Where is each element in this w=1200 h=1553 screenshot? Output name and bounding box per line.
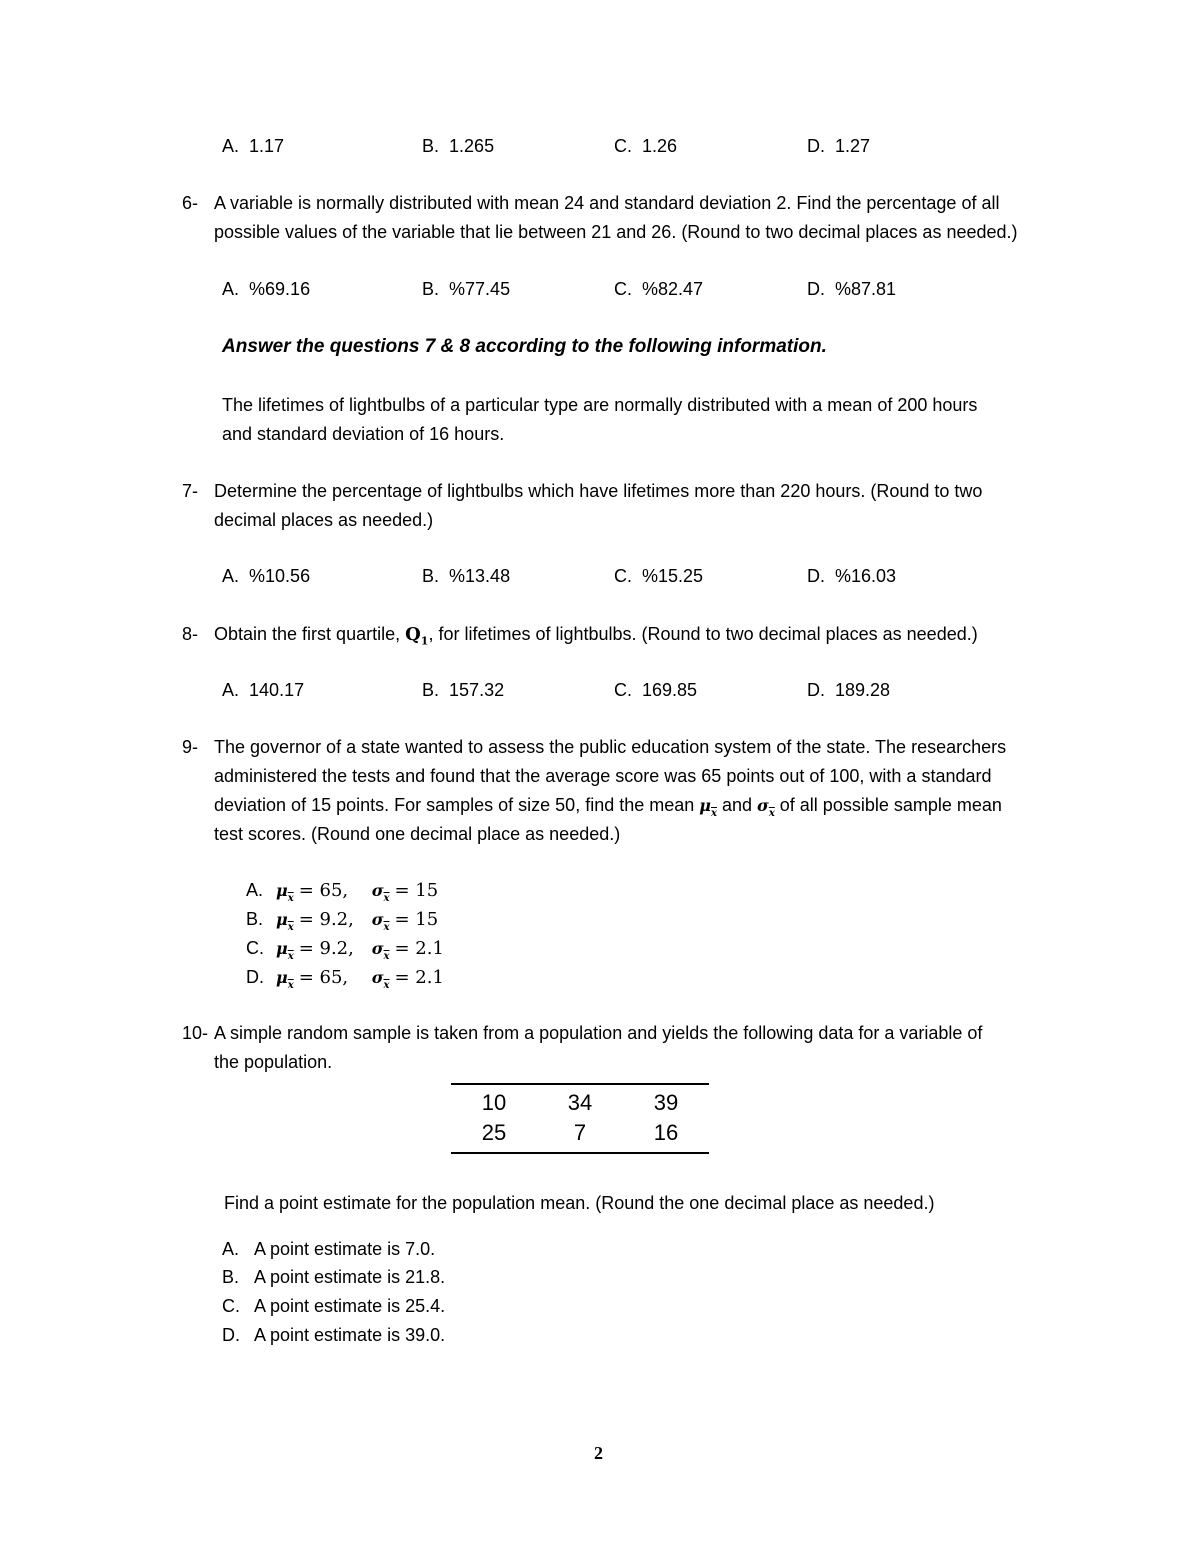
question-text-line: Determine the percentage of lightbulbs which have lifetimes more than 220 hours. (Round to two xyxy=(214,481,983,501)
question-text-line xyxy=(214,624,978,648)
q5-option-b[interactable] xyxy=(422,136,494,157)
mu-xbar-symbol xyxy=(699,796,717,819)
question-text-line: possible values of the variable that lie between 21 and 26. (Round to two decimal places as needed.) xyxy=(214,222,1018,242)
option-letter: C. xyxy=(614,136,632,156)
sigma-xbar-symbol xyxy=(371,881,390,904)
page-number: 2 xyxy=(594,1443,603,1463)
option-letter: B. xyxy=(422,279,440,299)
option-letter: B. xyxy=(422,136,440,156)
question-text-line: the population. xyxy=(214,1052,333,1072)
table-row xyxy=(451,1088,709,1118)
question-text: , for lifetimes of lightbulbs. (Round to two decimal places as needed.) xyxy=(428,624,978,644)
info-heading: Answer the questions 7 & 8 according to the following information. xyxy=(222,336,827,357)
q10-option-b[interactable] xyxy=(222,1267,445,1288)
xbar-subscript: x xyxy=(768,808,775,819)
question-text-line: test scores. (Round one decimal place as needed.) xyxy=(214,824,621,844)
option-letter: C. xyxy=(614,279,632,299)
q6-option-d[interactable] xyxy=(807,279,896,300)
q10-option-c[interactable] xyxy=(222,1296,445,1317)
xbar-subscript: x xyxy=(287,951,294,962)
option-letter: A. xyxy=(246,880,264,900)
data-table xyxy=(451,1088,709,1148)
table-cell: 16 xyxy=(653,1120,679,1145)
q5-option-c[interactable] xyxy=(614,136,677,157)
mu-value: = 9.2, xyxy=(298,909,354,930)
q8-option-c[interactable] xyxy=(614,680,697,701)
option-letter: A. xyxy=(222,279,240,299)
q6-option-c[interactable] xyxy=(614,279,703,300)
question-text-line: A simple random sample is taken from a population and yields the following data for a variable of xyxy=(214,1023,983,1043)
mu-xbar-symbol xyxy=(276,910,294,933)
q5-option-d[interactable] xyxy=(807,136,870,157)
sigma-value: = 15 xyxy=(394,880,439,901)
option-letter: A. xyxy=(222,1239,240,1259)
option-letter: C. xyxy=(614,680,632,700)
q-letter: Q xyxy=(405,624,421,645)
table-top-rule xyxy=(451,1083,709,1085)
mu-xbar-symbol xyxy=(276,968,294,991)
question-text-line: administered the tests and found that the average score was 65 points out of 100, with a standard xyxy=(214,766,992,786)
mu-value: = 9.2, xyxy=(298,938,354,959)
table-cell: 34 xyxy=(567,1090,593,1115)
xbar-subscript: x xyxy=(287,922,294,933)
option-letter: D. xyxy=(807,279,825,299)
option-text: A point estimate is 25.4. xyxy=(254,1296,446,1316)
xbar-subscript: x xyxy=(383,922,390,933)
question-number: 8- xyxy=(182,624,199,644)
q6-option-b[interactable] xyxy=(422,279,510,300)
mu-letter: μ xyxy=(699,796,711,815)
q7-option-d[interactable] xyxy=(807,566,896,587)
sigma-letter: σ xyxy=(371,939,384,958)
mu-value: = 65, xyxy=(298,967,349,988)
info-text-line: and standard deviation of 16 hours. xyxy=(222,424,505,444)
q7-option-b[interactable] xyxy=(422,566,510,587)
info-text-line: The lifetimes of lightbulbs of a particular type are normally distributed with a mean of 200 hours xyxy=(222,395,978,415)
question-number: 10- xyxy=(182,1023,209,1043)
option-text: A point estimate is 39.0. xyxy=(254,1325,446,1345)
xbar-subscript: x xyxy=(383,951,390,962)
q10-option-a[interactable] xyxy=(222,1239,435,1260)
question-number: 7- xyxy=(182,481,199,501)
option-letter: D. xyxy=(807,136,825,156)
mu-value: = 65, xyxy=(298,880,349,901)
xbar-subscript: x xyxy=(711,808,717,819)
option-letter: D. xyxy=(807,566,825,586)
sigma-letter: σ xyxy=(757,796,769,815)
option-letter: C. xyxy=(614,566,632,586)
question-text: and xyxy=(716,795,758,815)
option-letter: C. xyxy=(246,938,264,958)
option-letter: B. xyxy=(222,1267,240,1287)
option-text: 140.17 xyxy=(249,680,305,700)
option-text: %10.56 xyxy=(249,566,311,586)
option-letter: B. xyxy=(422,566,440,586)
option-text: A point estimate is 21.8. xyxy=(254,1267,446,1287)
mu-letter: μ xyxy=(276,939,288,958)
q9-option-a[interactable] xyxy=(246,880,438,904)
mu-xbar-symbol xyxy=(276,881,294,904)
question-text: deviation of 15 points. For samples of size 50, find the mean xyxy=(214,795,700,815)
q7-option-c[interactable] xyxy=(614,566,703,587)
sigma-letter: σ xyxy=(371,910,384,929)
option-text: %15.25 xyxy=(642,566,704,586)
option-text: %16.03 xyxy=(835,566,897,586)
q6-option-a[interactable] xyxy=(222,279,310,300)
option-text: 1.27 xyxy=(835,136,871,156)
option-text: 157.32 xyxy=(449,680,505,700)
question-text: Obtain the first quartile, xyxy=(214,624,406,644)
sigma-letter: σ xyxy=(371,881,384,900)
option-letter: B. xyxy=(246,909,264,929)
question-text-line: A variable is normally distributed with mean 24 and standard deviation 2. Find the percentage of all xyxy=(214,193,1000,213)
mu-letter: μ xyxy=(276,881,288,900)
mu-xbar-symbol xyxy=(276,939,294,962)
table-cell: 25 xyxy=(481,1120,507,1145)
option-letter: D. xyxy=(246,967,264,987)
mu-letter: μ xyxy=(276,968,288,987)
q9-option-c[interactable] xyxy=(246,938,444,962)
option-letter: D. xyxy=(222,1325,240,1345)
question-text-line xyxy=(214,795,1002,819)
option-letter: C. xyxy=(222,1296,240,1316)
sigma-value: = 15 xyxy=(394,909,439,930)
q-subscript: 1 xyxy=(420,634,429,648)
q8-option-b[interactable] xyxy=(422,680,504,701)
xbar-subscript: x xyxy=(287,980,294,991)
sigma-xbar-symbol xyxy=(757,796,775,819)
q8-option-d[interactable] xyxy=(807,680,890,701)
table-cell: 39 xyxy=(653,1090,679,1115)
q10-option-d[interactable] xyxy=(222,1325,445,1346)
sigma-xbar-symbol xyxy=(371,939,390,962)
question-text-line: The governor of a state wanted to assess the public education system of the state. The researchers xyxy=(214,737,1007,757)
question-number: 6- xyxy=(182,193,199,213)
q5-option-a[interactable] xyxy=(222,136,284,157)
table-row xyxy=(451,1118,709,1148)
option-text: %82.47 xyxy=(642,279,704,299)
option-text: 1.265 xyxy=(449,136,495,156)
table-bottom-rule xyxy=(451,1152,709,1154)
q9-option-d[interactable] xyxy=(246,967,444,991)
q1-symbol xyxy=(405,624,429,648)
option-text: 1.26 xyxy=(642,136,678,156)
sigma-value: = 2.1 xyxy=(394,967,444,988)
option-text: A point estimate is 7.0. xyxy=(254,1239,436,1259)
option-text: %69.16 xyxy=(249,279,311,299)
option-text: %13.48 xyxy=(449,566,511,586)
question-text-line: decimal places as needed.) xyxy=(214,510,434,530)
sigma-xbar-symbol xyxy=(371,968,390,991)
table-cell: 7 xyxy=(573,1120,587,1145)
sigma-xbar-symbol xyxy=(371,910,390,933)
option-letter: B. xyxy=(422,680,440,700)
option-text: 169.85 xyxy=(642,680,698,700)
option-text: %87.81 xyxy=(835,279,897,299)
q9-option-b[interactable] xyxy=(246,909,438,933)
xbar-subscript: x xyxy=(383,980,390,991)
question-prompt: Find a point estimate for the population mean. (Round the one decimal place as needed.) xyxy=(224,1193,935,1213)
option-text: 189.28 xyxy=(835,680,891,700)
option-letter: D. xyxy=(807,680,825,700)
question-text: of all possible sample mean xyxy=(774,795,1002,815)
sigma-value: = 2.1 xyxy=(394,938,444,959)
table-cell: 10 xyxy=(481,1090,507,1115)
option-text: %77.45 xyxy=(449,279,511,299)
option-letter: A. xyxy=(222,136,240,156)
mu-letter: μ xyxy=(276,910,288,929)
sigma-letter: σ xyxy=(371,968,384,987)
question-number: 9- xyxy=(182,737,199,757)
q8-option-a[interactable] xyxy=(222,680,304,701)
xbar-subscript: x xyxy=(383,893,390,904)
xbar-subscript: x xyxy=(287,893,294,904)
option-text: 1.17 xyxy=(249,136,285,156)
q7-option-a[interactable] xyxy=(222,566,310,587)
option-letter: A. xyxy=(222,566,240,586)
option-letter: A. xyxy=(222,680,240,700)
